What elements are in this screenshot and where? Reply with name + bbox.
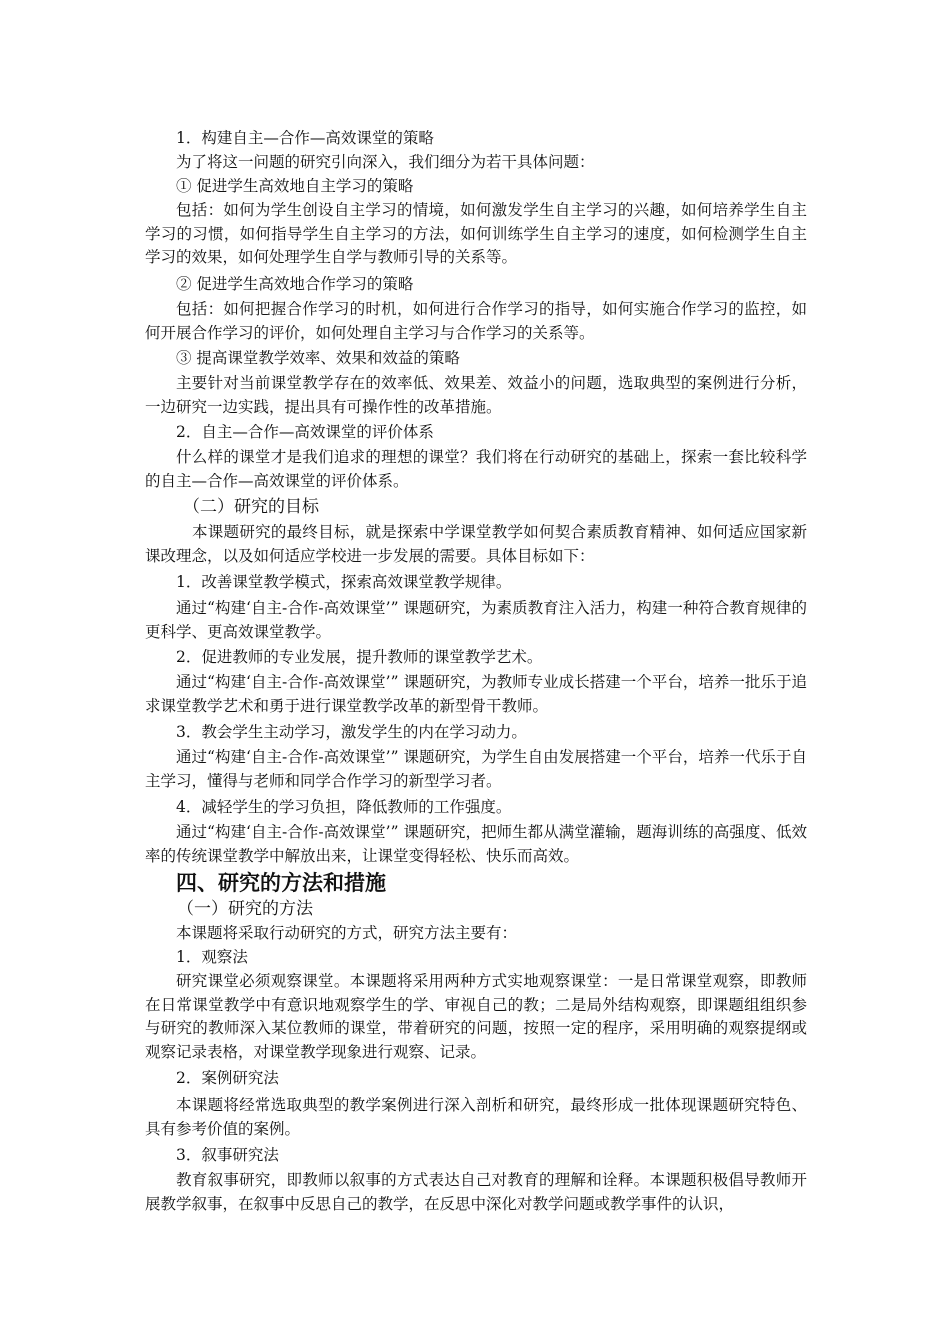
paragraph: 通过“构建‘自主-合作-高效课堂’” 课题研究，把师生都从满堂灌输，题海训练的高强度、低效率的传统课堂教学中解放出来，让课堂变得轻松、快乐而高效。 <box>145 823 807 865</box>
method-1-heading: 1．观察法 <box>176 948 248 966</box>
chapter-heading-methods: 四、研究的方法和措施 <box>176 871 386 895</box>
section-heading-methods: （一）研究的方法 <box>177 899 313 919</box>
method-3-heading: 3．叙事研究法 <box>176 1146 279 1164</box>
goal-3-heading: 3．教会学生主动学习，激发学生的内在学习动力。 <box>176 723 527 741</box>
item-2-heading: 2．自主—合作—高效课堂的评价体系 <box>176 423 434 441</box>
paragraph: 包括：如何为学生创设自主学习的情境，如何激发学生自主学习的兴趣，如何培养学生自主学习的习惯，如何指导学生自主学习的方法，如何训练学生自主学习的速度，如何检测学生自主学习的效果，如何处理学生自学与教师引导的关系等。 <box>145 201 807 266</box>
paragraph: 本课题研究的最终目标，就是探索中学课堂教学如何契合素质教育精神、如何适应国家新课改理念，以及如何适应学校进一步发展的需要。具体目标如下： <box>145 523 807 565</box>
paragraph: 什么样的课堂才是我们追求的理想的课堂？我们将在行动研究的基础上，探索一套比较科学的自主—合作—高效课堂的评价体系。 <box>145 448 807 490</box>
paragraph: 包括：如何把握合作学习的时机，如何进行合作学习的指导，如何实施合作学习的监控，如何开展合作学习的评价，如何处理自主学习与合作学习的关系等。 <box>145 300 807 342</box>
paragraph: 本课题将经常选取典型的教学案例进行深入剖析和研究，最终形成一批体现课题研究特色、具有参考价值的案例。 <box>145 1096 807 1138</box>
paragraph: 教育叙事研究，即教师以叙事的方式表达自己对教育的理解和诠释。本课题积极倡导教师开展教学叙事，在叙事中反思自己的教学，在反思中深化对教学问题或教学事件的认识， <box>145 1171 807 1213</box>
subitem-1-heading: ① 促进学生高效地自主学习的策略 <box>176 177 414 195</box>
paragraph: 为了将这一问题的研究引向深入，我们细分为若干具体问题： <box>176 153 595 171</box>
paragraph: 主要针对当前课堂教学存在的效率低、效果差、效益小的问题，选取典型的案例进行分析，一边研究一边实践，提出具有可操作性的改革措施。 <box>145 374 807 416</box>
section-heading-goals: （二）研究的目标 <box>183 497 319 517</box>
method-2-heading: 2．案例研究法 <box>176 1069 279 1087</box>
paragraph: 研究课堂必须观察课堂。本课题将采用两种方式实地观察课堂：一是日常课堂观察，即教师在日常课堂教学中有意识地观察学生的学、审视自己的教；二是局外结构观察，即课题组组织参与研究的教师深入某位教师的课堂，带着研究的问题，按照一定的程序，采用明确的观察提纲或观察记录表格，对课堂教学现象进行观察、记录。 <box>145 972 807 1061</box>
subitem-3-heading: ③ 提高课堂教学效率、效果和效益的策略 <box>176 349 460 367</box>
goal-1-heading: 1．改善课堂教学模式，探索高效课堂教学规律。 <box>176 573 512 591</box>
goal-2-heading: 2．促进教师的专业发展，提升教师的课堂教学艺术。 <box>176 648 543 666</box>
paragraph: 通过“构建‘自主-合作-高效课堂’” 课题研究，为教师专业成长搭建一个平台，培养一批乐于追求课堂教学艺术和勇于进行课堂教学改革的新型骨干教师。 <box>145 673 807 715</box>
paragraph: 通过“构建‘自主-合作-高效课堂’” 课题研究，为素质教育注入活力，构建一种符合教育规律的更科学、更高效课堂教学。 <box>145 599 807 641</box>
subitem-2-heading: ② 促进学生高效地合作学习的策略 <box>176 275 414 293</box>
goal-4-heading: 4．减轻学生的学习负担，降低教师的工作强度。 <box>176 798 512 816</box>
paragraph: 本课题将采取行动研究的方式，研究方法主要有： <box>176 924 518 942</box>
item-1-heading: 1．构建自主—合作—高效课堂的策略 <box>176 129 434 147</box>
paragraph: 通过“构建‘自主-合作-高效课堂’” 课题研究，为学生自由发展搭建一个平台，培养一代乐于自主学习，懂得与老师和同学合作学习的新型学习者。 <box>145 748 807 790</box>
